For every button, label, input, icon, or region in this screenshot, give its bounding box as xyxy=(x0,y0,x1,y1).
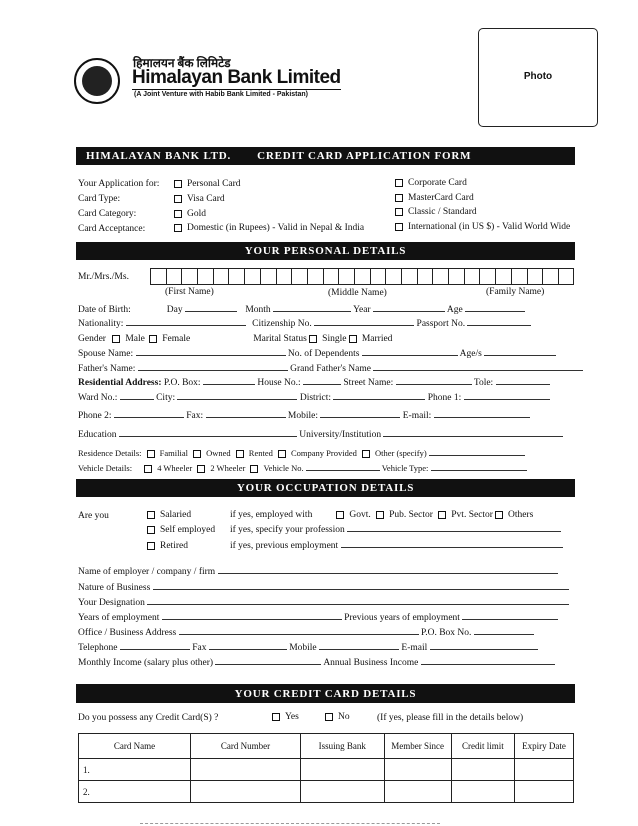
checkbox-icon xyxy=(147,526,155,534)
title-form: CREDIT CARD APPLICATION FORM xyxy=(257,150,472,162)
card-acceptance-label: Card Acceptance: xyxy=(78,224,146,234)
photo-label: Photo xyxy=(523,71,553,82)
income-line[interactable]: Monthly Income (salary plus other) Annual Business Income xyxy=(78,658,555,668)
retired-option[interactable]: Retired xyxy=(147,541,188,551)
education-line[interactable]: Education University/Institution xyxy=(78,430,563,440)
column-header: Credit limit xyxy=(451,734,514,759)
bottom-scan-edge xyxy=(140,823,440,824)
checkbox-icon xyxy=(349,335,357,343)
gender-line[interactable]: Gender Male Female Marital Status Single Married xyxy=(78,334,393,344)
employed-with-line[interactable]: if yes, employed with Govt. Pub. Sector Pvt. Sector Others xyxy=(230,510,534,520)
checkbox-icon xyxy=(174,210,182,218)
employer-line[interactable]: Name of employer / company / firm xyxy=(78,567,558,577)
credit-no-option[interactable]: No xyxy=(325,712,350,722)
gold-option[interactable]: Gold xyxy=(174,209,206,219)
checkbox-icon xyxy=(376,511,384,519)
column-header: Expiry Date xyxy=(514,734,573,759)
checkbox-icon xyxy=(174,195,182,203)
phone-line[interactable]: Phone 2: Fax: Mobile: E-mail: xyxy=(78,411,530,421)
first-name-caption: (First Name) xyxy=(165,287,214,297)
checkbox-icon xyxy=(197,465,205,473)
corporate-card-option[interactable]: Corporate Card xyxy=(395,178,467,188)
applied-for-label: Your Application for: xyxy=(78,179,160,189)
checkbox-icon xyxy=(272,713,280,721)
row-number: 2. xyxy=(79,781,191,803)
name-title-label: Mr./Mrs./Ms. xyxy=(78,272,129,282)
column-header: Issuing Bank xyxy=(301,734,385,759)
personal-section-header: YOUR PERSONAL DETAILS xyxy=(76,242,575,260)
occupation-section-header: YOUR OCCUPATION DETAILS xyxy=(76,479,575,497)
checkbox-icon xyxy=(325,713,333,721)
column-header: Member Since xyxy=(384,734,451,759)
nature-line[interactable]: Nature of Business xyxy=(78,583,569,593)
father-line[interactable]: Father's Name: Grand Father's Name xyxy=(78,364,583,374)
self-employed-option[interactable]: Self employed xyxy=(147,525,215,535)
title-bar xyxy=(76,147,575,165)
checkbox-icon xyxy=(112,335,120,343)
checkbox-icon xyxy=(278,450,286,458)
checkbox-icon xyxy=(362,450,370,458)
personal-card-option[interactable]: Personal Card xyxy=(174,179,241,189)
table-header-row xyxy=(79,734,574,759)
nationality-line[interactable]: Nationality: Citizenship No. Passport No. xyxy=(78,319,531,329)
checkbox-icon xyxy=(174,180,182,188)
bank-tagline: (A Joint Venture with Habib Bank Limited - Pakistan) xyxy=(134,91,308,98)
checkbox-icon xyxy=(495,511,503,519)
bank-name-hindi: हिमालयन बैंक लिमिटेड xyxy=(133,56,231,70)
profession-line[interactable]: if yes, specify your profession xyxy=(230,525,561,535)
card-type-label: Card Type: xyxy=(78,194,121,204)
spouse-line[interactable]: Spouse Name: No. of Dependents Age/s xyxy=(78,349,556,359)
vehicle-line[interactable]: Vehicle Details: 4 Wheeler 2 Wheeler Vehicle No. Vehicle Type: xyxy=(78,463,527,473)
table-row[interactable] xyxy=(79,759,574,781)
column-header: Card Number xyxy=(191,734,301,759)
office-line[interactable]: Office / Business Address P.O. Box No. xyxy=(78,628,534,638)
classic-option[interactable]: Classic / Standard xyxy=(395,207,477,217)
domestic-option[interactable]: Domestic (in Rupees) - Valid in Nepal & India xyxy=(174,223,364,233)
row-number: 1. xyxy=(79,759,191,781)
column-header: Card Name xyxy=(79,734,191,759)
international-option[interactable]: International (in US $) - Valid World Wide xyxy=(395,222,570,232)
credit-card-table xyxy=(78,733,574,803)
residential-line[interactable]: Residential Address: P.O. Box: House No.: Street Name: Tole: xyxy=(78,378,550,388)
title-bank: HIMALAYAN BANK LTD. xyxy=(86,150,232,162)
family-name-caption: (Family Name) xyxy=(486,287,545,297)
checkbox-icon xyxy=(309,335,317,343)
bank-logo xyxy=(74,58,120,104)
credit-yes-option[interactable]: Yes xyxy=(272,712,299,722)
salaried-option[interactable]: Salaried xyxy=(147,510,191,520)
previous-employment-line[interactable]: if yes, previous employment xyxy=(230,541,563,551)
checkbox-icon xyxy=(438,511,446,519)
card-category-label: Card Category: xyxy=(78,209,137,219)
visa-card-option[interactable]: Visa Card xyxy=(174,194,225,204)
checkbox-icon xyxy=(147,542,155,550)
credit-section-header: YOUR CREDIT CARD DETAILS xyxy=(76,684,575,703)
credit-note: (If yes, please fill in the details below) xyxy=(377,713,524,723)
checkbox-icon xyxy=(395,194,403,202)
checkbox-icon xyxy=(144,465,152,473)
mastercard-option[interactable]: MasterCard Card xyxy=(395,193,474,203)
years-line[interactable]: Years of employment Previous years of employment xyxy=(78,613,558,623)
checkbox-icon xyxy=(147,450,155,458)
checkbox-icon xyxy=(236,450,244,458)
ward-line[interactable]: Ward No.: City: District: Phone 1: xyxy=(78,393,550,403)
checkbox-icon xyxy=(250,465,258,473)
checkbox-icon xyxy=(149,335,157,343)
checkbox-icon xyxy=(147,511,155,519)
are-you-label: Are you xyxy=(78,511,109,521)
checkbox-icon xyxy=(336,511,344,519)
name-input-boxes[interactable] xyxy=(150,268,574,285)
telephone-line[interactable]: Telephone Fax Mobile E-mail xyxy=(78,643,538,653)
checkbox-icon xyxy=(395,179,403,187)
table-row[interactable] xyxy=(79,781,574,803)
residence-line[interactable]: Residence Details: Familial Owned Rented Company Provided Other (specify) xyxy=(78,448,525,458)
photo-box[interactable] xyxy=(478,28,598,127)
bank-name: Himalayan Bank Limited xyxy=(132,67,341,88)
checkbox-icon xyxy=(395,208,403,216)
checkbox-icon xyxy=(193,450,201,458)
checkbox-icon xyxy=(395,223,403,231)
credit-question: Do you possess any Credit Card(S) ? xyxy=(78,713,219,723)
dob-line[interactable]: Date of Birth: Day Month Year Age xyxy=(78,305,525,315)
designation-line[interactable]: Your Designation xyxy=(78,598,569,608)
middle-name-caption: (Middle Name) xyxy=(328,288,387,298)
checkbox-icon xyxy=(174,224,182,232)
